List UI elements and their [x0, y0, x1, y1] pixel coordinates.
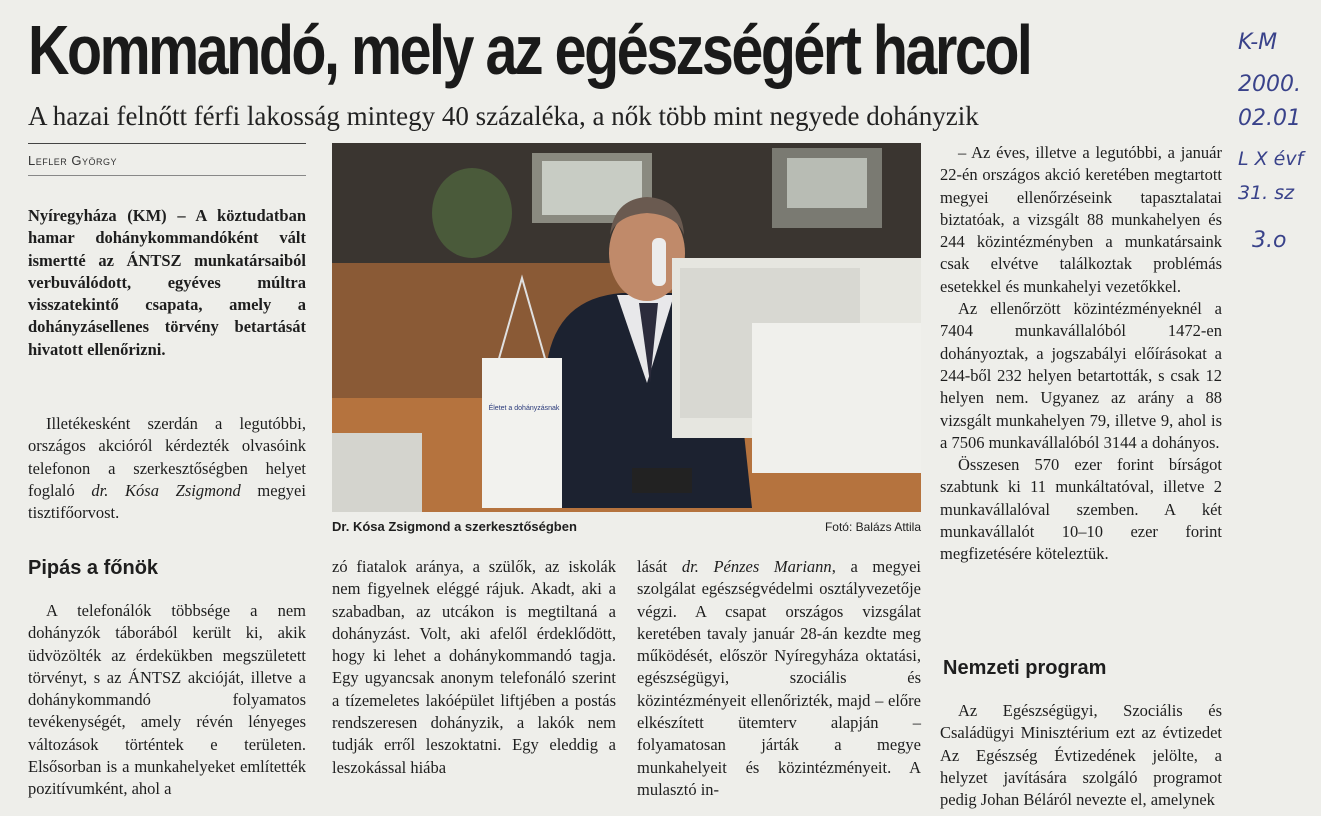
column-1-paragraph: A telefonálók többsége a nem dohányzók táborából került ki, akik üdvözölték az érdekükben megszületett törvényt, s az ÁNTSZ akcióját, illetve a dohánykommandó folyamatos tevékenységét, amely révén lényeges változások történtek e területen. Elsősorban is a munkahelyeket említették pozitívumként, ahol a: [28, 601, 306, 799]
pennant-text: Életet a dohányzásnak: [488, 405, 560, 412]
column-3-paragraph: [637, 556, 921, 801]
lead-text: Nyíregyháza (KM) – A köztudatban hamar dohánykommandóként vált ismertté az ÁNTSZ munkatársaiból verbuválódott, egyéves múltra visszatekintő csapata, amely a dohányzásellenes törvény betartását hivatott ellenőrizni.: [28, 206, 306, 359]
handwritten-note-1: K-M: [1238, 30, 1278, 55]
interviewee-name: dr. Kósa Zsigmond: [91, 480, 241, 500]
handwritten-note-6: 3.o: [1252, 228, 1287, 253]
byline-rule-top: [28, 143, 306, 144]
column-4-top: [940, 142, 1222, 566]
photo-illustration: [332, 143, 921, 512]
column-4-bottom: [940, 700, 1222, 811]
photo-caption: Dr. Kósa Zsigmond a szerkesztőségben: [332, 519, 577, 534]
headline: Kommandó, mely az egészségért harcol: [28, 11, 1031, 89]
intro-text-a: Illetékesként szerdán a legutóbbi, országos akcióról kérdezték olvasóink telefonon a szerkesztőségben helyet foglaló: [28, 414, 306, 500]
handwritten-note-4: L X évf: [1238, 148, 1304, 170]
column-4-paragraph-3: Összesen 570 ezer forint bírságot szabtunk ki 11 munkáltatóval, illetve 2 munkavállalóval szemben. A két munkavállalót 10–10 ezer forint megfizetésére köteleztük.: [940, 455, 1222, 564]
photo-credit: Fotó: Balázs Attila: [824, 520, 921, 534]
column-3-text-a: lását: [637, 557, 682, 576]
column-1-body: [28, 600, 306, 801]
subheading-pipas: Pipás a főnök: [28, 557, 159, 579]
lead-paragraph: [28, 205, 306, 361]
intro-text-b: megyei tisztifőorvost.: [28, 480, 306, 523]
column-3: [637, 556, 921, 801]
column-4-paragraph-1: – Az éves, illetve a legutóbbi, a január 22-én országos akció keretében megtartott megyei ellenőrzéseink tapasztalatai biztatóak, a vizsgált 88 munkahelyen és 244 közintézményben a munkatársaink csak elvétve találkoztak problémás esetekkel és munkahelyi vezetőkkel.: [940, 143, 1222, 296]
subheading-nemzeti-program: Nemzeti program: [943, 657, 1107, 679]
department-head-name: dr. Pénzes Mariann: [681, 557, 832, 576]
subheadline: A hazai felnőtt férfi lakosság mintegy 40 százaléka, a nők több mint negyede dohányzik: [28, 101, 979, 131]
column-1-intro: [28, 413, 306, 524]
column-2: [332, 556, 616, 779]
article-photo: [332, 143, 921, 512]
byline: Lefler György: [28, 153, 117, 168]
handwritten-note-2: 2000.: [1238, 72, 1301, 97]
handwritten-note-5: 31. sz: [1238, 182, 1295, 204]
handwritten-note-3: 02.01: [1238, 106, 1301, 131]
column-4-paragraph-4: Az Egészségügyi, Szociális és Családügyi Minisztérium ezt az évtizedet Az Egészség Évtizedének jelölte, a helyzet javítására szolgáló programot pedig Johan Béláról nevezte el, amelynek: [940, 701, 1222, 810]
column-2-paragraph: zó fiatalok aránya, a szülők, az iskolák nem figyelnek eléggé rájuk. Akadt, aki a szabadban, az utcákon is megtiltaná a dohányzást. Volt, aki afelől érdeklődött, hogy ki lehet a dohánykommandó tagja. Egy ugyancsak anonym telefonáló szerint a tízemeletes lakóépület liftjében a postás rendszeresen dohányzik, a lakók nem tudják erről leszoktatni. Egy eleddig a leszokással hiába: [332, 557, 616, 777]
byline-rule-bottom: [28, 175, 306, 176]
column-4-paragraph-2: Az ellenőrzött közintézményeknél a 7404 munkavállalóból 1472-en dohányoztak, a jogszabályi előírásokat a 244-ből 232 helyen betartották, s csak 12 helyen nem. Ugyanez az arány a 88 vizsgált munkahelyen 79, illetve 9, ahol is a 7506 munkavállalóból 3144 a dohányos.: [940, 299, 1222, 452]
intro-paragraph: [28, 413, 306, 524]
column-3-text-b: , a megyei szolgálat egészségvédelmi osztályvezetője végzi. A csapat országos vizsgálat keretében tavaly január 28-án kezdte meg működését, először Nyíregyháza oktatási, egészségügyi, szociális és közintézményeit ellenőrizték, majd – előre elkészített ütemterv alapján – folyamatosan járták a megye munkahelyeit és közintézményeit. A mulasztó in-: [637, 557, 921, 799]
